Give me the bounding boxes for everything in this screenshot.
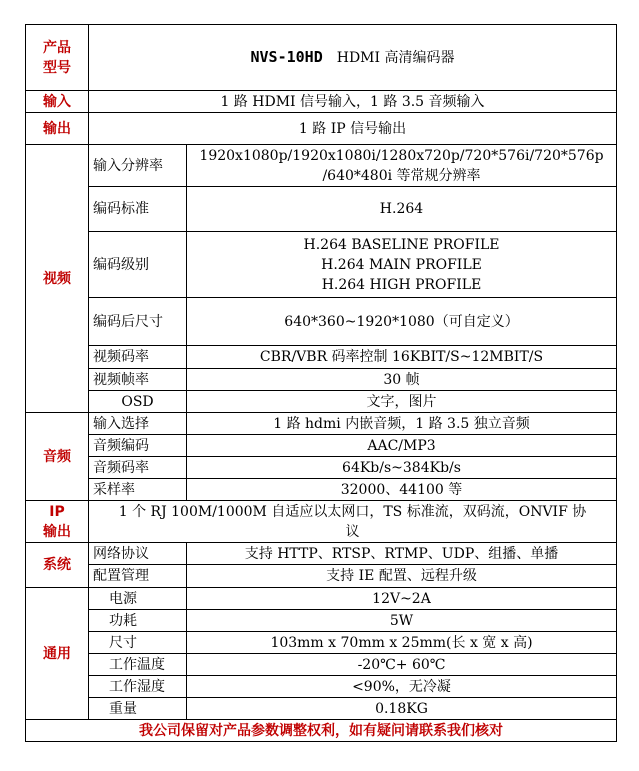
row-label: 电源 <box>89 588 187 610</box>
row-value: 支持 HTTP、RTSP、RTMP、UDP、组播、单播 <box>187 543 617 565</box>
category-label-output: 输出 <box>26 113 89 145</box>
output-value: 1 路 IP 信号输出 <box>89 113 617 145</box>
row-label: 网络协议 <box>89 543 187 565</box>
ip-value: 1 个 RJ 100M/1000M 自适应以太网口，TS 标准流，双码流，ONVIF 协 议 <box>89 501 617 543</box>
category-label-input: 输入 <box>26 91 89 113</box>
row-label: 音频编码 <box>89 435 187 457</box>
footer-row <box>26 720 617 742</box>
category-label-model: 产品 型号 <box>26 25 89 91</box>
row-value: 64Kb/s~384Kb/s <box>187 457 617 479</box>
row-label: 工作湿度 <box>89 676 187 698</box>
row-label: 重量 <box>89 698 187 720</box>
row-value: 30 帧 <box>187 369 617 391</box>
table-row <box>26 588 617 610</box>
row-label: 音频码率 <box>89 457 187 479</box>
category-label-video: 视频 <box>26 145 89 413</box>
input-value: 1 路 HDMI 信号输入，1 路 3.5 音频输入 <box>89 91 617 113</box>
row-value: 0.18KG <box>187 698 617 720</box>
row-label: OSD <box>89 391 187 413</box>
output-row <box>26 113 617 145</box>
table-row <box>26 676 617 698</box>
row-value: AAC/MP3 <box>187 435 617 457</box>
row-label: 配置管理 <box>89 565 187 588</box>
row-value: 1920x1080p/1920x1080i/1280x720p/720*576i/720*576p /640*480i 等常规分辨率 <box>187 145 617 187</box>
row-value: 640*360~1920*1080（可自定义） <box>187 298 617 346</box>
row-label: 编码后尺寸 <box>89 298 187 346</box>
row-value: H.264 BASELINE PROFILE H.264 MAIN PROFILE H.264 HIGH PROFILE <box>187 232 617 298</box>
row-value: <90%，无冷凝 <box>187 676 617 698</box>
product-title <box>89 25 617 91</box>
product-name: HDMI 高清编码器 <box>336 50 455 66</box>
table-row <box>26 369 617 391</box>
disclaimer-text: 我公司保留对产品参数调整权利，如有疑问请联系我们核对 <box>26 720 617 742</box>
row-value: 32000、44100 等 <box>187 479 617 501</box>
table-row <box>26 435 617 457</box>
model-number: NVS-10HD <box>250 48 323 66</box>
row-value: 文字，图片 <box>187 391 617 413</box>
table-row <box>26 654 617 676</box>
table-row <box>26 479 617 501</box>
row-value: 103mm x 70mm x 25mm(长 x 宽 x 高) <box>187 632 617 654</box>
row-value: 12V~2A <box>187 588 617 610</box>
row-label: 工作温度 <box>89 654 187 676</box>
table-row <box>26 391 617 413</box>
table-row <box>26 632 617 654</box>
ip-row <box>26 501 617 543</box>
row-label: 采样率 <box>89 479 187 501</box>
table-row <box>26 413 617 435</box>
row-label: 视频码率 <box>89 346 187 369</box>
table-row <box>26 698 617 720</box>
row-value: 1 路 hdmi 内嵌音频，1 路 3.5 独立音频 <box>187 413 617 435</box>
row-value: 5W <box>187 610 617 632</box>
spec-table <box>25 24 617 742</box>
table-row <box>26 565 617 588</box>
category-label-system: 系统 <box>26 543 89 588</box>
row-value: H.264 <box>187 187 617 232</box>
table-row <box>26 610 617 632</box>
row-label: 编码级别 <box>89 232 187 298</box>
table-row <box>26 145 617 187</box>
row-label: 视频帧率 <box>89 369 187 391</box>
row-label: 编码标准 <box>89 187 187 232</box>
table-row <box>26 187 617 232</box>
table-row <box>26 543 617 565</box>
row-label: 尺寸 <box>89 632 187 654</box>
category-label-audio: 音频 <box>26 413 89 501</box>
row-value: -20℃+ 60℃ <box>187 654 617 676</box>
table-row <box>26 457 617 479</box>
table-row <box>26 346 617 369</box>
header-row <box>26 25 617 91</box>
row-label: 输入分辨率 <box>89 145 187 187</box>
table-row <box>26 298 617 346</box>
row-label: 输入选择 <box>89 413 187 435</box>
row-value: CBR/VBR 码率控制 16KBIT/S~12MBIT/S <box>187 346 617 369</box>
table-row <box>26 232 617 298</box>
row-label: 功耗 <box>89 610 187 632</box>
category-label-general: 通用 <box>26 588 89 720</box>
category-label-ip: IP 输出 <box>26 501 89 543</box>
input-row <box>26 91 617 113</box>
row-value: 支持 IE 配置、远程升级 <box>187 565 617 588</box>
